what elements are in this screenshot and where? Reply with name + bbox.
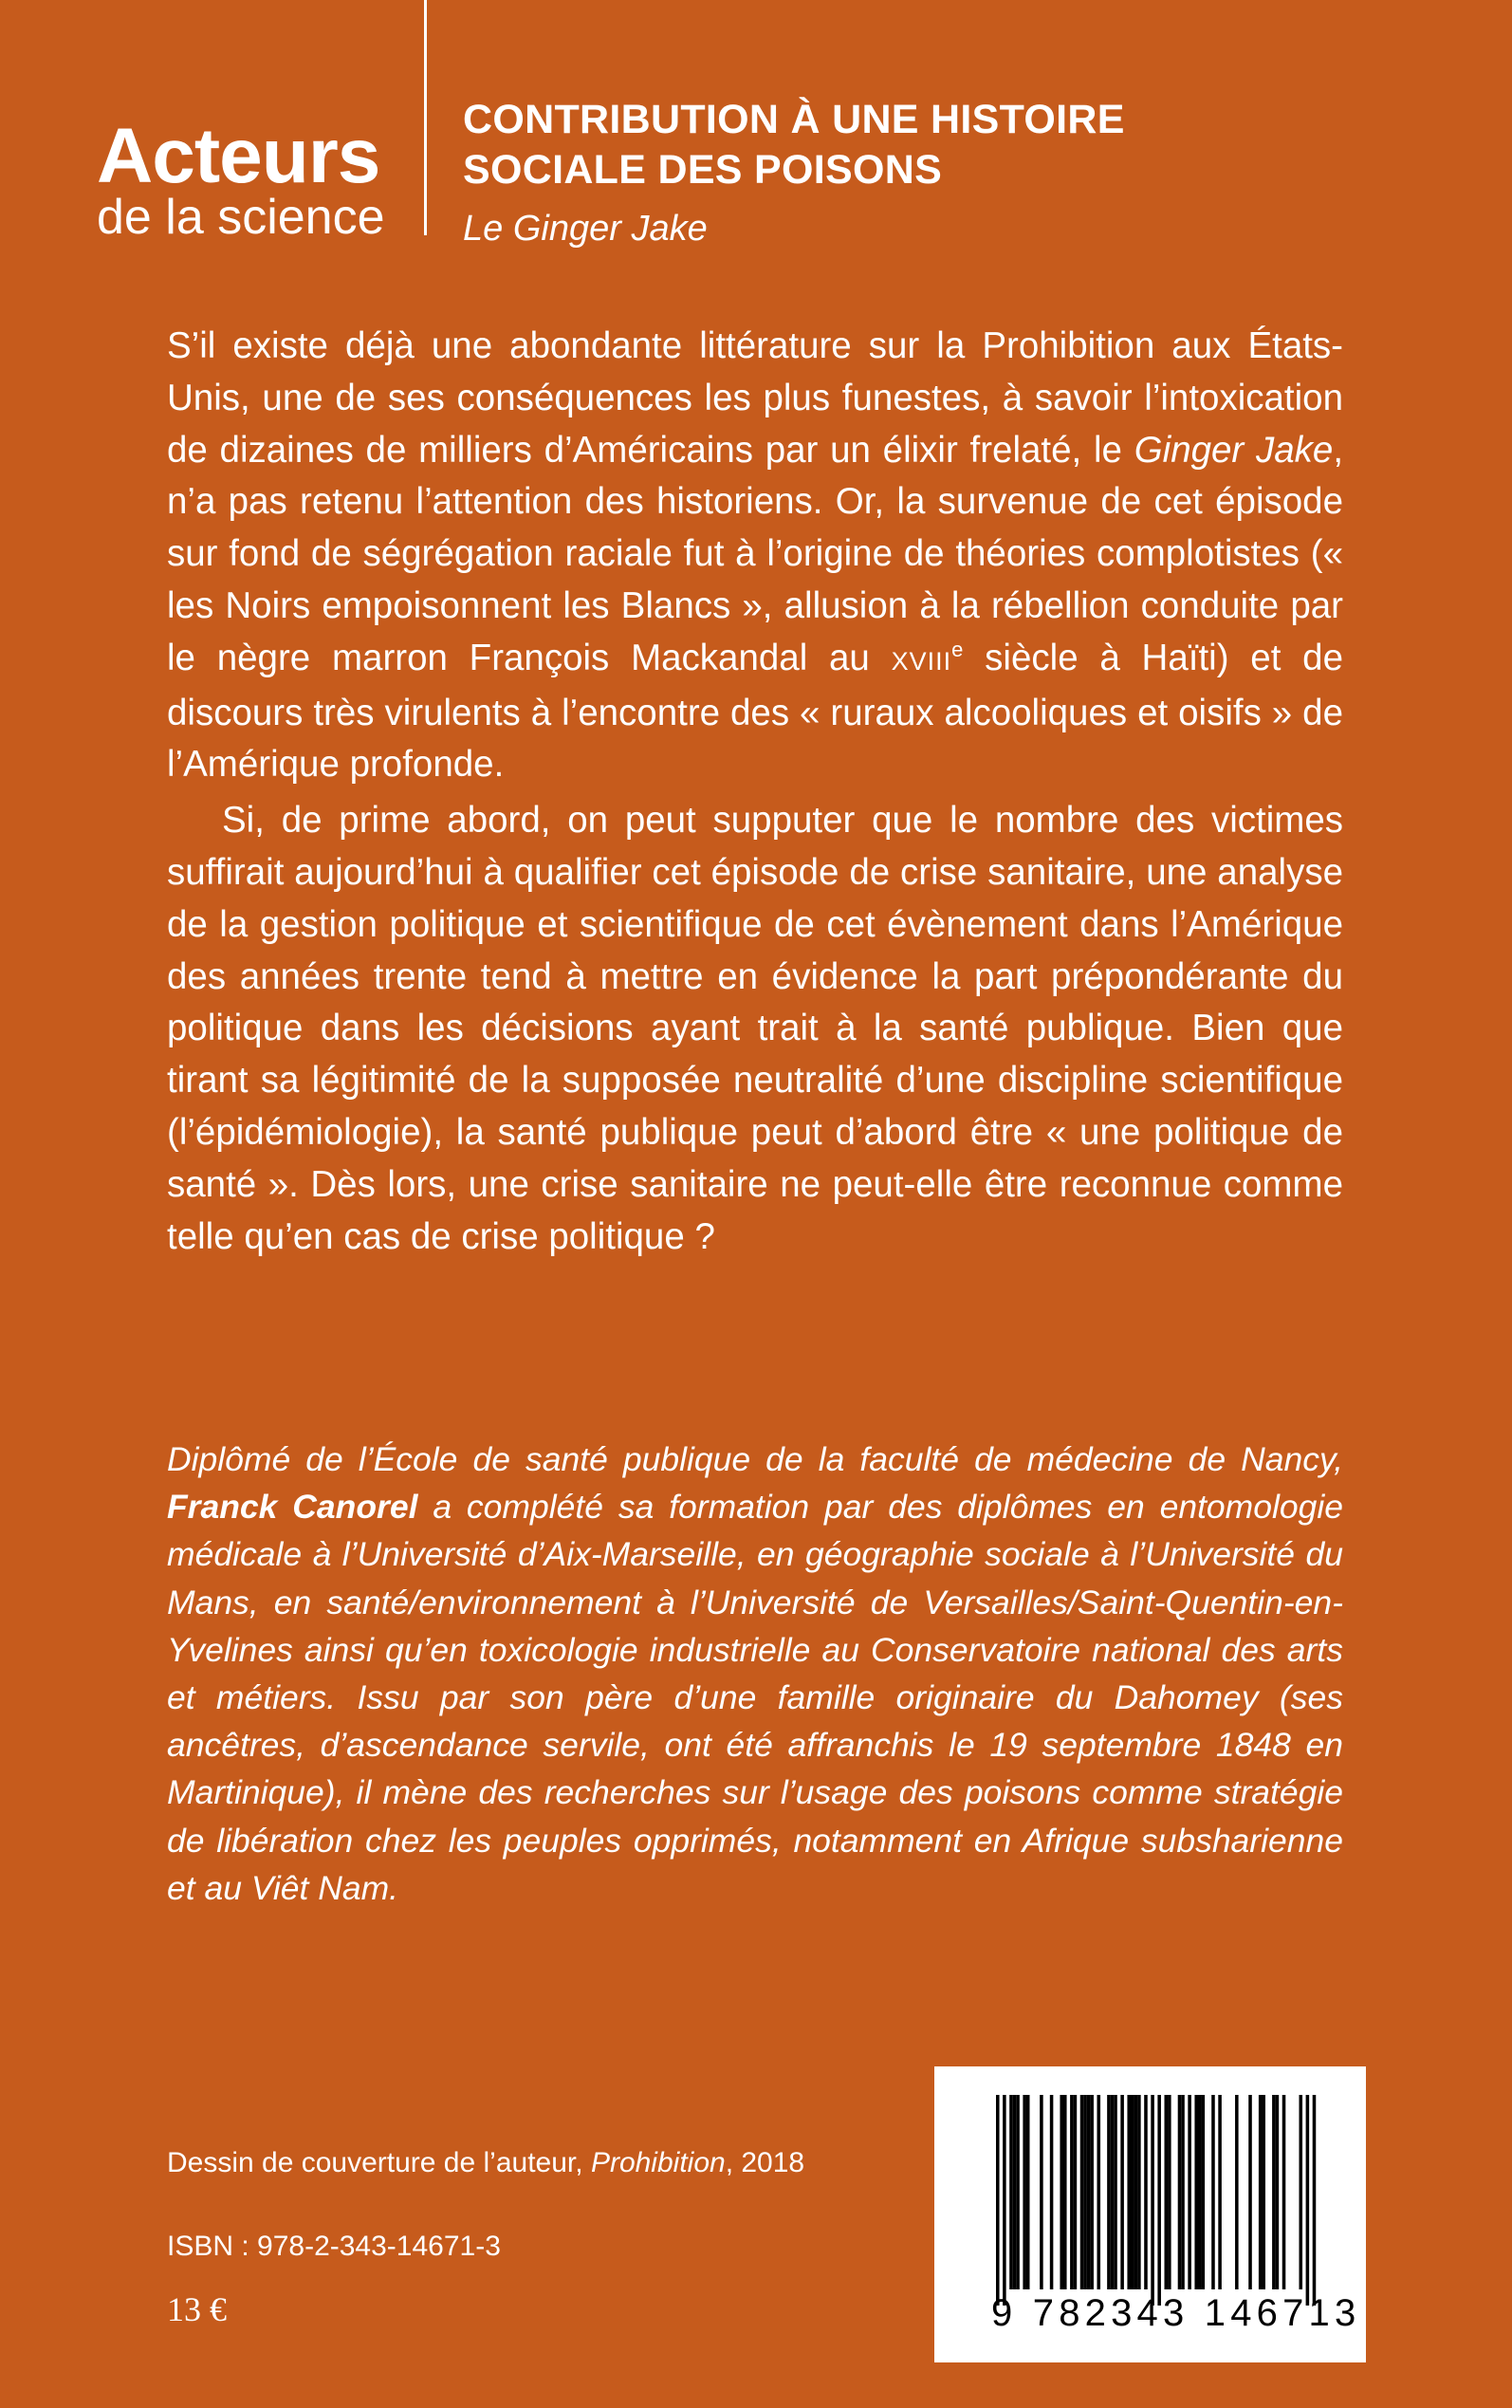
barcode-bar bbox=[1009, 2095, 1013, 2289]
barcode-bar bbox=[1120, 2095, 1124, 2289]
barcode-bar bbox=[1235, 2095, 1239, 2289]
barcode-bar bbox=[1131, 2095, 1134, 2289]
barcode-bar bbox=[1218, 2095, 1222, 2289]
barcode-bar bbox=[1050, 2095, 1054, 2289]
barcode-bar bbox=[1259, 2095, 1263, 2289]
barcode-bar bbox=[1023, 2095, 1026, 2289]
barcode-bar bbox=[1090, 2095, 1094, 2289]
credit-work: Prohibition bbox=[590, 2147, 726, 2178]
book-title-line2: SOCIALE DES POISONS bbox=[463, 147, 943, 193]
blurb-p1-part-b: , n’a pas retenu l’attention des historiens. Or, la survenue de cet épisode sur fond de ségrégation raciale fut à l’origine de théories complotistes (« les Noirs empoisonnent les Blancs », allusion à la rébellion conduite par le nègre marron François Mackandal au bbox=[167, 429, 1344, 678]
book-title bbox=[463, 95, 1392, 195]
bio-part-a: Diplômé de l’École de santé publique de la faculté de médecine de Nancy, bbox=[167, 1440, 1343, 1478]
book-title-line1: CONTRIBUTION À UNE HISTOIRE bbox=[463, 97, 1125, 142]
barcode-bar bbox=[1165, 2095, 1169, 2289]
barcode-bar bbox=[1194, 2095, 1198, 2289]
book-subtitle: Le Ginger Jake bbox=[463, 209, 708, 249]
barcode-bar bbox=[1262, 2095, 1265, 2289]
blurb-century: XVIII bbox=[891, 646, 952, 676]
barcode-bar bbox=[1070, 2095, 1074, 2289]
series-title: Acteurs bbox=[97, 113, 380, 199]
barcode-bar bbox=[1276, 2095, 1280, 2289]
barcode-bar bbox=[1016, 2095, 1020, 2289]
title-block bbox=[463, 95, 1392, 252]
blurb-p1-part-c: siècle à Haïti) et de discours très virulents à l’encontre des « ruraux alcooliques et oisifs » de l’Amérique profonde. bbox=[167, 637, 1343, 786]
barcode-bar bbox=[1313, 2095, 1317, 2306]
barcode-bar bbox=[1157, 2095, 1161, 2306]
blurb-paragraph-2: Si, de prime abord, on peut supputer que le nombre des victimes suffirait aujourd’hui à qualifier cet épisode de crise sanitaire, une analyse de la gestion politique et scientifique de cet évènement dans l’Amérique des années trente tend à mettre en évidence la part prépondérante du politique dans les décisions ayant trait à la santé publique. Bien que tirant sa légitimité de la supposée neutralité d’une discipline scientifique (l’épidémiologie), la santé publique peut d’abord être « une politique de santé ». Dès lors, une crise sanitaire ne peut-elle être reconnue comme telle qu’en cas de crise politique ? bbox=[167, 800, 1343, 1257]
barcode-bar bbox=[1087, 2095, 1091, 2289]
blurb-paragraph-1 bbox=[167, 321, 1343, 791]
barcode-bar bbox=[1003, 2095, 1006, 2306]
barcode-bar bbox=[1127, 2095, 1131, 2289]
barcode-bar bbox=[1083, 2095, 1087, 2289]
blurb-century-sup: e bbox=[951, 637, 964, 661]
barcode-bar bbox=[1306, 2095, 1310, 2306]
barcode-bar bbox=[1114, 2095, 1117, 2289]
barcode-bar bbox=[1272, 2095, 1276, 2289]
barcode-bar bbox=[1178, 2095, 1182, 2289]
blurb bbox=[167, 321, 1343, 1263]
barcode-bar bbox=[1188, 2095, 1191, 2289]
series-subtitle: de la science bbox=[97, 190, 385, 245]
blurb-p1-italic: Ginger Jake bbox=[1134, 429, 1334, 471]
barcode-bar bbox=[996, 2095, 1000, 2306]
barcode-bar bbox=[1107, 2095, 1111, 2289]
credit-suffix: , 2018 bbox=[725, 2147, 805, 2178]
isbn: ISBN : 978-2-343-14671-3 bbox=[167, 2231, 501, 2262]
blurb-p1-part-a: S’il existe déjà une abondante littérature sur la Prohibition aux États-Unis, une de ses conséquences les plus funestes, à savoir l’intoxication de dizaines de milliers d’Américains par un élixir frelaté, le bbox=[167, 325, 1343, 471]
barcode bbox=[934, 2066, 1366, 2362]
barcode-bar bbox=[1080, 2095, 1084, 2289]
barcode-bar bbox=[1198, 2095, 1202, 2289]
barcode-bar bbox=[1097, 2095, 1101, 2289]
barcode-bar bbox=[1300, 2095, 1303, 2289]
author-bio bbox=[167, 1436, 1343, 1912]
barcode-bar bbox=[1282, 2095, 1286, 2289]
barcode-bar bbox=[1248, 2095, 1252, 2289]
credit-prefix: Dessin de couverture de l’auteur, bbox=[167, 2147, 591, 2178]
barcode-bar bbox=[1181, 2095, 1185, 2289]
barcode-bar bbox=[1134, 2095, 1138, 2289]
barcode-bar bbox=[1040, 2095, 1043, 2289]
barcode-bar bbox=[1063, 2095, 1067, 2289]
barcode-bar bbox=[1060, 2095, 1063, 2289]
bio-part-b: a complété sa formation par des diplômes en entomologie médicale à l’Université d’Aix-Marseille, en géographie sociale à l’Université du Mans, en santé/environnement à l’Université de Versailles/Saint-Quentin-en-Yvelines ainsi qu’en toxicologie industrielle au Conservatoire national des arts et métiers. Issu par son père d’une famille originaire du Dahomey (ses ancêtres, d’ascendance servile, ont été affranchis le 19 septembre 1848 en Martinique), il mène des recherches sur l’usage des poisons comme stratégie de libération chez les peuples opprimés, notamment en Afrique subsharienne et au Viêt Nam. bbox=[167, 1488, 1343, 1907]
barcode-bar bbox=[1168, 2095, 1171, 2289]
barcode-bar bbox=[1111, 2095, 1115, 2289]
vertical-divider bbox=[424, 0, 427, 235]
cover-credit bbox=[167, 2144, 804, 2182]
barcode-bar bbox=[1151, 2095, 1154, 2306]
barcode-bar bbox=[1202, 2095, 1206, 2289]
barcode-bar bbox=[1013, 2095, 1017, 2289]
barcode-bar bbox=[1026, 2095, 1030, 2289]
author-name: Franck Canorel bbox=[167, 1488, 418, 1527]
price: 13 € bbox=[167, 2290, 227, 2328]
barcode-bar bbox=[1144, 2095, 1148, 2289]
series-logo bbox=[97, 113, 391, 245]
barcode-bar bbox=[1137, 2095, 1141, 2289]
barcode-digits: 9 782343 146713 bbox=[991, 2292, 1361, 2334]
barcode-bar bbox=[1211, 2095, 1215, 2289]
barcode-bar bbox=[1074, 2095, 1078, 2289]
